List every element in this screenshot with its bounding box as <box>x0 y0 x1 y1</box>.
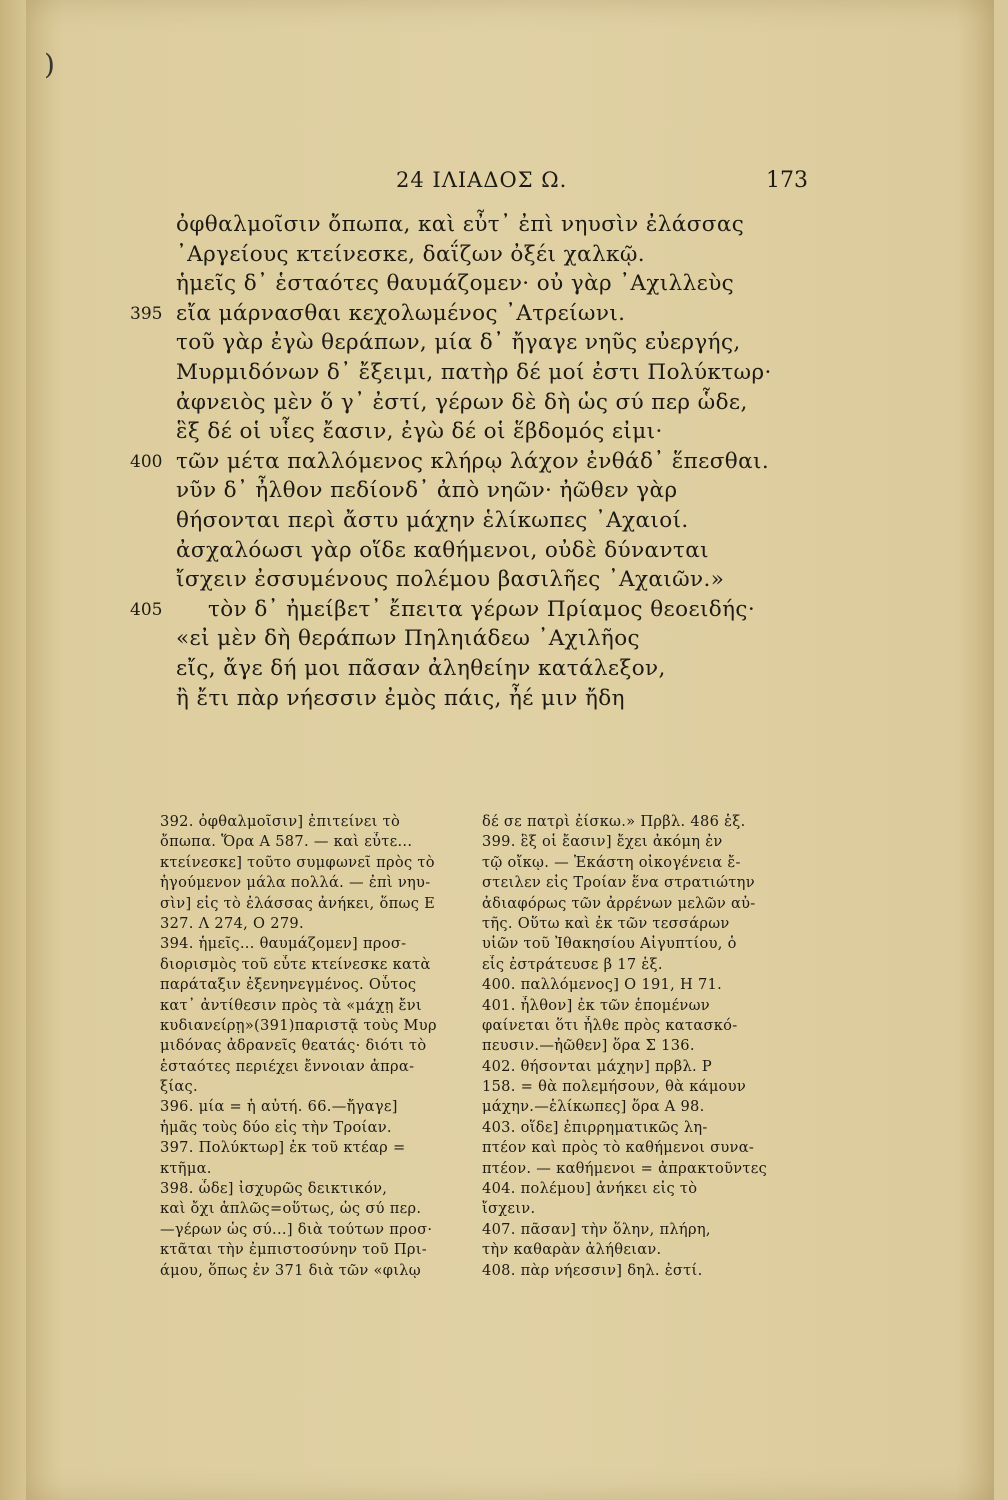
note-line: ἑσταότες περιέχει ἔννοιαν ἀπρα- <box>160 1057 415 1075</box>
verse-line: εἴς, ἄγε δή μοι πᾶσαν ἀληθείην κατάλεξον, <box>176 656 666 681</box>
note-line: πευσιν.—ἠῶθεν] ὅρα Σ 136. <box>482 1037 695 1055</box>
verse-number: 405 <box>130 599 163 620</box>
note-line: ἡμᾶς τοὺς δύο εἰς τὴν Τροίαν. <box>160 1118 392 1136</box>
verse-line: νῦν δ᾽ ἦλθον πεδίονδ᾽ ἀπὸ νηῶν· ἠῶθεν γὰρ <box>176 478 678 504</box>
verse-line: τῶν μέτα παλλόμενος κλήρῳ λάχον ἐνθάδ᾽ ἕπεσθαι. <box>176 448 770 474</box>
verse-line: ὀφθαλμοῖσιν ὄπωπα, καὶ εὖτ᾽ ἐπὶ νηυσὶν ἐλάσσας <box>176 212 745 237</box>
verse-line: ἴσχειν ἐσσυμένους πολέμου βασιλῆες ᾽Αχαιῶν.» <box>176 567 725 593</box>
verse-line: εἴα μάρνασθαι κεχολωμένος ᾽Ατρείωνι. <box>176 300 626 326</box>
note-line: ἴσχειν. <box>482 1200 536 1218</box>
note-line: ξίας. <box>160 1078 198 1096</box>
verse-line: τοῦ γὰρ ἐγὼ θεράπων, μία δ᾽ ἤγαγε νηῦς εὐεργής, <box>176 330 741 356</box>
verse-number: 395 <box>130 303 163 324</box>
note-line: πτέον. — καθήμενοι = ἀπρακτοῦντες <box>482 1159 768 1177</box>
note-line: 400. παλλόμενος] Ο 191, Η 71. <box>482 976 723 994</box>
note-line: 327. Λ 274, Ο 279. <box>160 914 304 932</box>
note-line: 402. θήσονται μάχην] πρβλ. Ρ <box>482 1057 713 1075</box>
note-line: κτῆμα. <box>160 1159 212 1177</box>
verse-number: 400 <box>130 451 163 472</box>
note-line: άμου, ὅπως ἐν 371 διὰ τῶν «φιλῳ <box>160 1261 422 1279</box>
note-line: εἷς ἐστράτευσε β 17 ἑξ. <box>482 955 663 973</box>
note-line: 403. οἵδε] ἐπιρρηματικῶς λη- <box>482 1118 708 1136</box>
note-line: τῷ οἴκῳ. — Ἑκάστη οἰκογένεια ἔ- <box>482 853 741 871</box>
page-title: 24 ΙΛΙΑΔΟΣ Ω. <box>396 168 568 192</box>
note-line: παράταξιν ἐξενηνεγμένος. Οὗτος <box>160 976 417 994</box>
note-line: διορισμὸς τοῦ εὖτε κτείνεσκε κατὰ <box>160 955 431 973</box>
note-line: κατ᾽ ἀντίθεσιν πρὸς τὰ «μάχῃ ἔνι <box>160 996 422 1014</box>
note-line: κυδιανείρῃ»(391)παριστᾷ τοὺς Μυρ <box>160 1016 437 1034</box>
note-line: πτέον καὶ πρὸς τὸ καθήμενοι συνα- <box>482 1139 755 1157</box>
note-line: κτείνεσκε] τοῦτο συμφωνεῖ πρὸς τὸ <box>160 853 435 871</box>
note-line: ἡγούμενον μάλα πολλά. — ἐπὶ νηυ- <box>160 874 431 892</box>
verse-line: ἡμεῖς δ᾽ ἑσταότες θαυμάζομεν· οὐ γὰρ ᾽Αχιλλεὺς <box>176 271 735 297</box>
running-header <box>0 168 1008 202</box>
note-line: τῆς. Οὕτω καὶ ἐκ τῶν τεσσάρων <box>482 914 730 932</box>
note-line: στειλεν εἰς Τροίαν ἕνα στρατιώτην <box>482 874 755 892</box>
verse-line: θήσονται περὶ ἄστυ μάχην ἑλίκωπες ᾽Αχαιοί. <box>176 508 689 533</box>
note-line: ἀδιαφόρως τῶν ἀρρένων μελῶν αὐ- <box>482 894 756 912</box>
note-line: σὶν] εἰς τὸ ἐλάσσας ἀνήκει, ὅπως Ε <box>160 894 436 912</box>
pencil-mark: ) <box>44 48 55 81</box>
notes-left-column <box>160 812 458 1281</box>
book-spine <box>0 0 27 1500</box>
verse-line: ᾽Αργείους κτείνεσκε, δαΐζων ὀξέι χαλκῷ. <box>176 241 645 267</box>
page-number: 173 <box>766 168 808 193</box>
note-line: ὄπωπα. Ὅρα Α 587. — καὶ εὖτε... <box>160 833 413 851</box>
note-line: 396. μία = ἡ αὐτή. 66.—ἤγαγε] <box>160 1098 398 1116</box>
note-line: 407. πᾶσαν] τὴν ὅλην, πλήρη, <box>482 1220 711 1238</box>
verse-line: τὸν δ᾽ ἠμείβετ᾽ ἔπειτα γέρων Πρίαμος θεοειδής· <box>208 596 756 622</box>
note-line: 398. ὧδε] ἰσχυρῶς δεικτικόν, <box>160 1180 388 1198</box>
verse-line: ἢ ἔτι πὰρ νήεσσιν ἐμὸς πάις, ἦέ μιν ἤδη <box>176 685 625 711</box>
note-line: 408. πὰρ νήεσσιν] δηλ. ἐστί. <box>482 1261 703 1279</box>
note-line: δέ σε πατρὶ ἐίσκω.» Πρβλ. 486 ἑξ. <box>482 813 746 830</box>
note-line: 401. ἦλθον] ἐκ τῶν ἑπομένων <box>482 996 710 1014</box>
note-line: κτᾶται τὴν ἐμπιστοσύνην τοῦ Πρι- <box>160 1241 428 1259</box>
verse-line: Μυρμιδόνων δ᾽ ἔξειμι, πατὴρ δέ μοί ἐστι Πολύκτωρ· <box>176 360 772 385</box>
verse-line: ἀφνειὸς μὲν ὅ γ᾽ ἐστί, γέρων δὲ δὴ ὡς σύ περ ὧδε, <box>176 389 748 415</box>
notes-right-column <box>482 812 816 1281</box>
note-line: 399. ἓξ οἱ ἔασιν] ἔχει ἀκόμη ἐν <box>482 833 723 851</box>
note-line: φαίνεται ὅτι ἦλθε πρὸς κατασκό- <box>482 1016 738 1034</box>
note-line: 394. ἡμεῖς... θαυμάζομεν] προσ- <box>160 935 407 953</box>
note-line: τὴν καθαρὰν ἀλήθειαν. <box>482 1241 662 1259</box>
verse-line: ἀσχαλόωσι γὰρ οἵδε καθήμενοι, οὐδὲ δύνανται <box>176 537 709 563</box>
verse-line: ἓξ δέ οἱ υἷες ἔασιν, ἐγὼ δέ οἱ ἕβδομός εἰμι· <box>176 419 663 445</box>
note-line: —γέρων ὡς σύ...] διὰ τούτων προσ· <box>160 1220 433 1238</box>
note-line: μάχην.—ἑλίκωπες] ὅρα Α 98. <box>482 1098 705 1116</box>
note-line: καὶ ὄχι ἁπλῶς=οὕτως, ὡς σύ περ. <box>160 1200 422 1218</box>
verse-line: «εἰ μὲν δὴ θεράπων Πηληιάδεω ᾽Αχιλῆος <box>176 626 641 652</box>
note-line: 404. πολέμου] ἀνήκει εἰς τὸ <box>482 1180 698 1198</box>
note-line: μιδόνας ἀδρανεῖς θεατάς· διότι τὸ <box>160 1037 427 1055</box>
note-line: 158. = θὰ πολεμήσουν, θὰ κάμουν <box>482 1078 747 1096</box>
note-line: υἱῶν τοῦ Ἰθακησίου Αἰγυπτίου, ὁ <box>482 935 737 953</box>
note-line: 392. ὀφθαλμοῖσιν] ἐπιτείνει τὸ <box>160 813 401 830</box>
note-line: 397. Πολύκτωρ] ἐκ τοῦ κτέαρ = <box>160 1139 406 1157</box>
